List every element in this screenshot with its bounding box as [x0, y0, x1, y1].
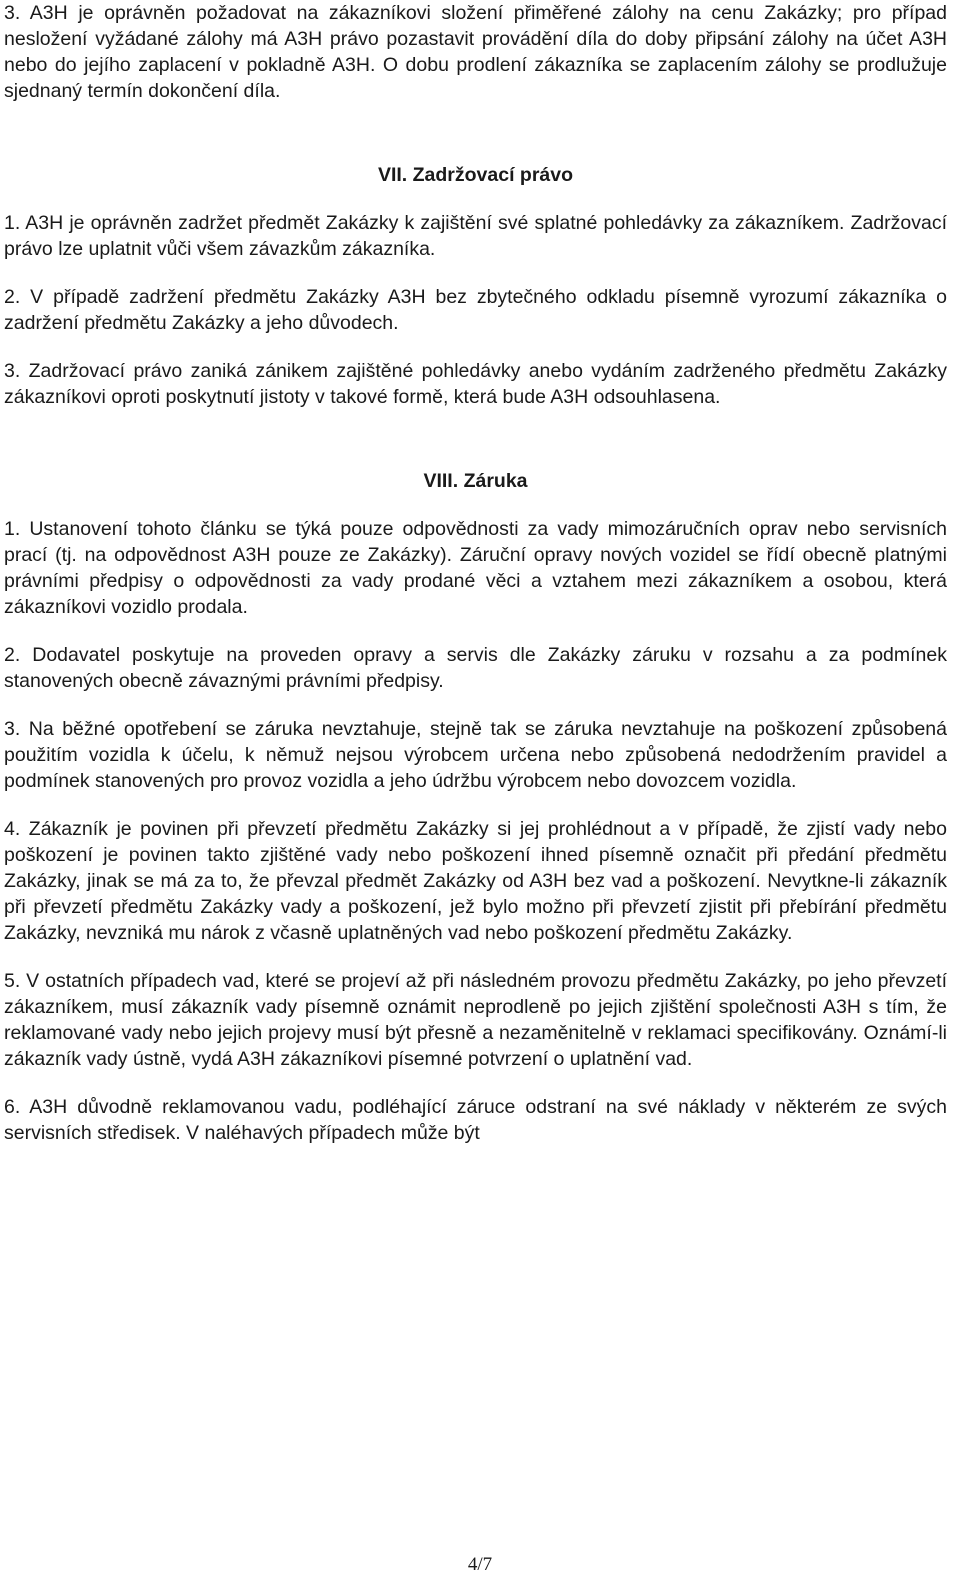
- paragraph-viii-5: 5. V ostatních případech vad, které se projeví až při následném provozu předmětu Zakázky, po jeho převzetí zákazníkem, musí zákazník vady písemně oznámit neprodleně po jejich zjištění společnosti A3H s tím, že reklamované vady nebo jejich projevy musí být přesně a nezaměnitelně v reklamaci specifikovány. Oznámí-li zákazník vady ústně, vydá A3H zákazníkovi písemné potvrzení o uplatnění vad.: [4, 970, 947, 1070]
- spacer: [4, 188, 947, 210]
- spacer: [4, 694, 947, 716]
- paragraph-viii-2: 2. Dodavatel poskytuje na proveden opravy a servis dle Zakázky záruku v rozsahu a za podmínek stanovených obecně závaznými právními předpisy.: [4, 644, 947, 692]
- spacer: [4, 410, 947, 468]
- page-number: 4/7: [467, 1554, 493, 1575]
- paragraph-viii-1: 1. Ustanovení tohoto článku se týká pouze odpovědnosti za vady mimozáručních oprav nebo servisních prací (tj. na odpovědnost A3H pouze ze Zakázky). Záruční opravy nových vozidel se řídí obecně platnými právními předpisy o odpovědnosti za vady prodané věci a vztahem mezi zákazníkem a osobou, která zákazníkovi vozidlo prodala.: [4, 518, 947, 618]
- paragraph-viii-6: 6. A3H důvodně reklamovanou vadu, podléhající záruce odstraní na své náklady v některém ze svých servisních středisek. V naléhavých případech může být: [4, 1096, 947, 1144]
- document-page: [4, 0, 947, 1146]
- paragraph-vii-1: 1. A3H je oprávněn zadržet předmět Zakázky k zajištění své splatné pohledávky za zákazníkem. Zadržovací právo lze uplatnit vůči všem závazkům zákazníka.: [4, 212, 947, 260]
- spacer: [4, 262, 947, 284]
- paragraph-viii-4: 4. Zákazník je povinen při převzetí předmětu Zakázky si jej prohlédnout a v případě, že zjistí vady nebo poškození je povinen takto zjištěné vady nebo poškození ihned písemně označit při předání předmětu Zakázky, jinak se má za to, že převzal předmět Zakázky od A3H bez vad a poškození. Nevytkne-li zákazník při převzetí předmětu Zakázky vady a poškození, jež bylo možno při převzetí zjistit při přebírání předmětu Zakázky, nevzniká mu nárok z včasně uplatněných vad nebo poškození předmětu Zakázky.: [4, 818, 947, 944]
- paragraph-vii-2: 2. V případě zadržení předmětu Zakázky A3H bez zbytečného odkladu písemně vyrozumí zákazníka o zadržení předmětu Zakázky a jeho důvodech.: [4, 286, 947, 334]
- spacer: [4, 104, 947, 162]
- spacer: [4, 1072, 947, 1094]
- paragraph-viii-3: 3. Na běžné opotřebení se záruka nevztahuje, stejně tak se záruka nevztahuje na poškození způsobená použitím vozidla k účelu, k němuž nejsou výrobcem určena nebo způsobená nedodržením pravidel a podmínek stanovených pro provoz vozidla a jeho údržbu výrobcem nebo dovozcem vozidla.: [4, 718, 947, 792]
- section-heading-vii: VII. Zadržovací právo: [377, 164, 574, 186]
- intro-paragraph: 3. A3H je oprávněn požadovat na zákazníkovi složení přiměřené zálohy na cenu Zakázky; pro případ nesložení vyžádané zálohy má A3H právo pozastavit provádění díla do doby připsání zálohy na účet A3H nebo do jejího zaplacení v pokladně A3H. O dobu prodlení zákazníka se zaplacením zálohy se prodlužuje sjednaný termín dokončení díla.: [4, 2, 947, 102]
- spacer: [4, 620, 947, 642]
- section-heading-viii: VIII. Záruka: [423, 470, 528, 492]
- spacer: [4, 794, 947, 816]
- spacer: [4, 946, 947, 968]
- paragraph-vii-3: 3. Zadržovací právo zaniká zánikem zajištěné pohledávky anebo vydáním zadrženého předmětu Zakázky zákazníkovi oproti poskytnutí jistoty v takové formě, která bude A3H odsouhlasena.: [4, 360, 947, 408]
- spacer: [4, 336, 947, 358]
- spacer: [4, 494, 947, 516]
